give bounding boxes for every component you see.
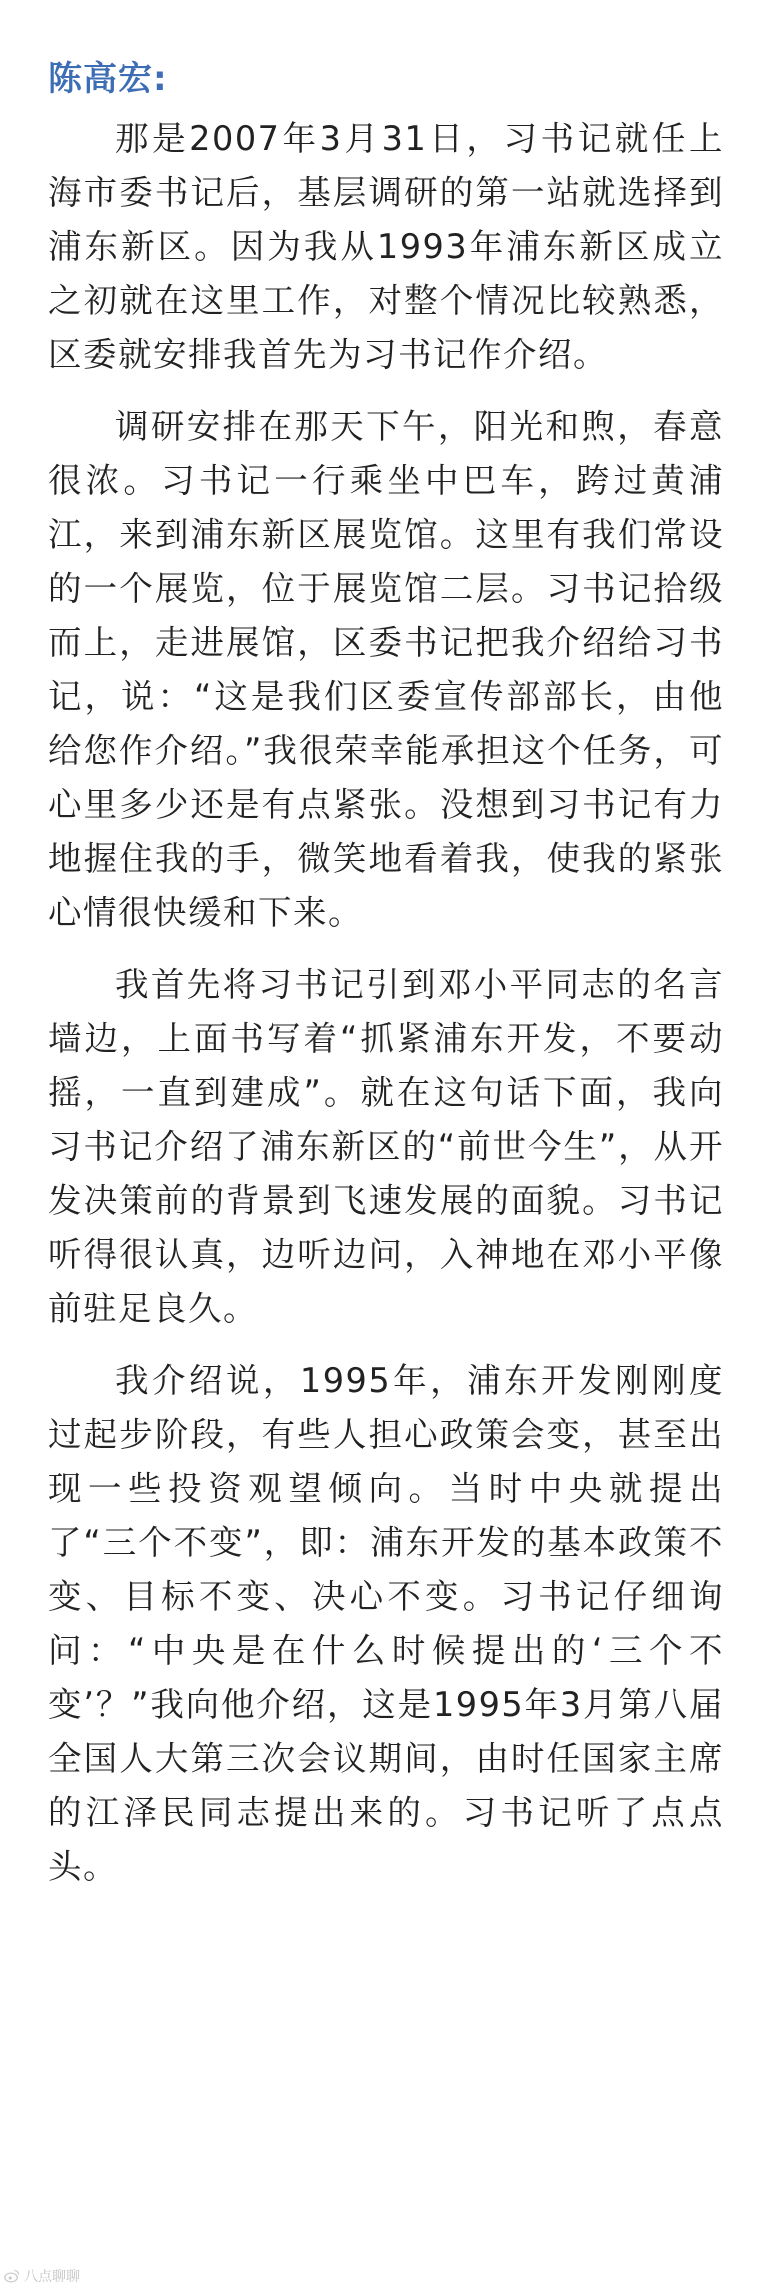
paragraph: 我首先将习书记引到邓小平同志的名言墙边，上面书写着“抓紧浦东开发，不要动摇，一直到建成”。就在这句话下面，我向习书记介绍了浦东新区的“前世今生”，从开发决策前的背景到飞速发展的面貌。习书记听得很认真，边听边问，入神地在邓小平像前驻足良久。 [48,965,724,1328]
paragraph: 调研安排在那天下午，阳光和煦，春意很浓。习书记一行乘坐中巴车，跨过黄浦江，来到浦东新区展览馆。这里有我们常设的一个展览，位于展览馆二层。习书记拾级而上，走进展馆，区委书记把我介绍给习书记，说：“这是我们区委宣传部部长，由他给您作介绍。”我很荣幸能承担这个任务，可心里多少还是有点紧张。没想到习书记有力地握住我的手，微笑地看着我，使我的紧张心情很快缓和下来。 [48,407,724,932]
paragraph: 我介绍说，1995年，浦东开发刚刚度过起步阶段，有些人担心政策会变，甚至出现一些投资观望倾向。当时中央就提出了“三个不变”，即：浦东开发的基本政策不变、目标不变、决心不变。习书记仔细询问：“中央是在什么时候提出的‘三个不变’？”我向他介绍，这是1995年3月第八届全国人大第三次会议期间，由时任国家主席的江泽民同志提出来的。习书记听了点点头。 [48,1361,724,1886]
paragraph: 那是2007年3月31日，习书记就任上海市委书记后，基层调研的第一站就选择到浦东新区。因为我从1993年浦东新区成立之初就在这里工作，对整个情况比较熟悉，区委就安排我首先为习书记作介绍。 [48,119,724,374]
weibo-icon [4,2269,20,2283]
watermark [4,2262,80,2290]
watermark-text: 八点聊聊 [24,2269,80,2285]
speaker-name: 陈高宏: [48,59,168,99]
article-body [48,52,724,1912]
